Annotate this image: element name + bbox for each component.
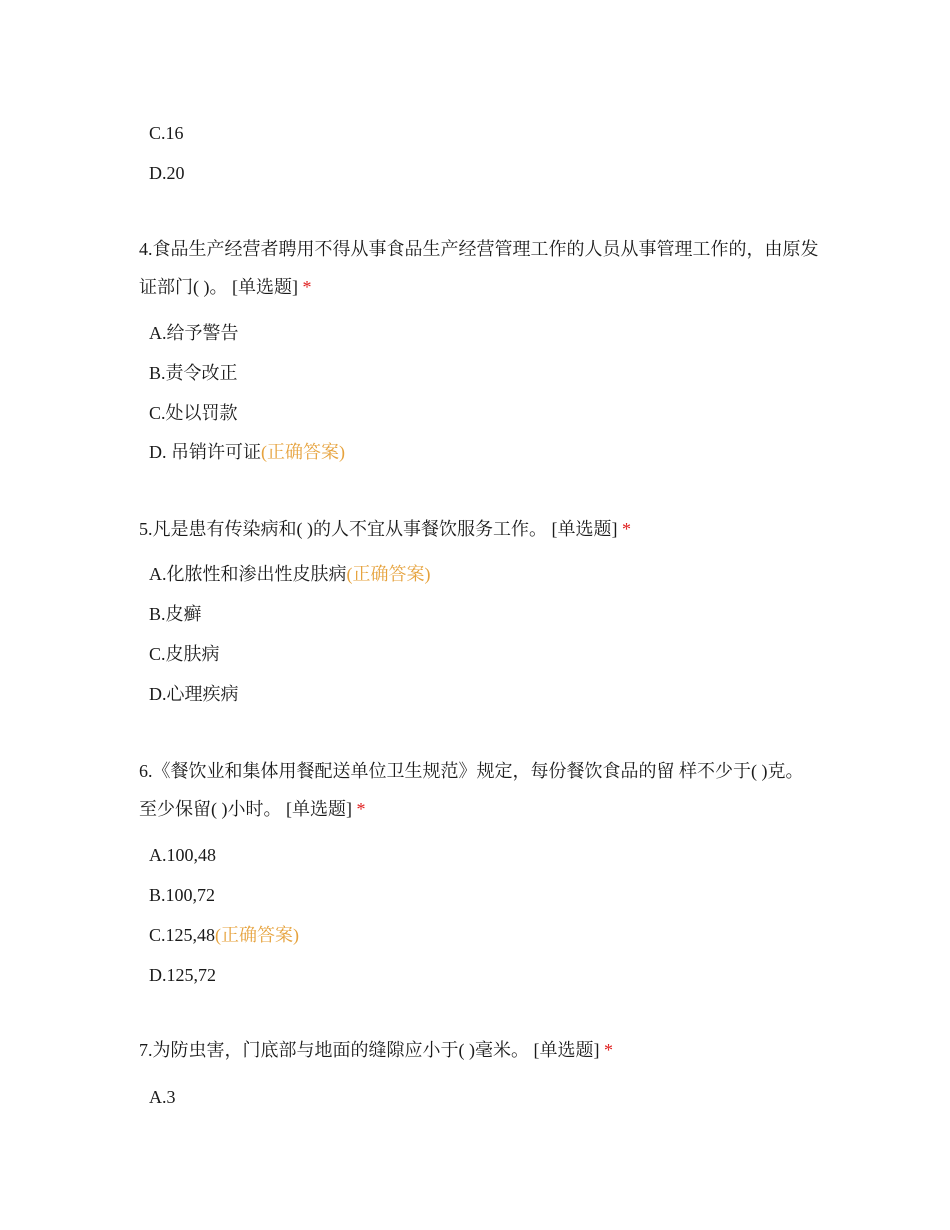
correct-answer-label: (正确答案) (346, 564, 431, 584)
question-6-title (139, 752, 819, 828)
correct-answer-label: (正确答案) (215, 925, 300, 945)
option-text: B.责令改正 (149, 363, 238, 383)
option-prev-d[interactable] (149, 161, 185, 185)
option-text: C.125,48 (149, 925, 216, 945)
question-text: 7.为防虫害，门底部与地面的缝隙应小于( )毫米。 (139, 1040, 529, 1060)
question-type: [单选题] (551, 519, 618, 539)
option-6-b[interactable] (149, 883, 215, 907)
option-prev-c[interactable] (149, 121, 184, 145)
question-7-title (139, 1031, 819, 1069)
option-4-c[interactable] (149, 401, 238, 425)
question-4-title (139, 230, 819, 306)
option-text: A.100,48 (149, 845, 216, 865)
question-text: 6.《餐饮业和集体用餐配送单位卫生规范》规定，每份餐饮食品的留 样不少于( )克。至少保留( )小时。 (139, 761, 804, 819)
option-6-d[interactable] (149, 963, 216, 987)
correct-answer-label: (正确答案) (261, 442, 345, 462)
option-text: C.16 (149, 123, 184, 143)
question-type: [单选题] (533, 1040, 600, 1060)
option-text: A.给予警告 (149, 323, 239, 343)
option-5-d[interactable] (149, 682, 239, 706)
option-text: B.100,72 (149, 885, 216, 905)
option-7-a[interactable] (149, 1085, 176, 1109)
question-text: 4.食品生产经营者聘用不得从事食品生产经营管理工作的人员从事管理工作的，由原发证部门( )。 (139, 239, 819, 297)
option-text: D.125,72 (149, 965, 216, 985)
question-5-title (139, 510, 819, 548)
required-mark: * (622, 519, 631, 539)
option-text: A.3 (149, 1087, 176, 1107)
question-type: [单选题] (232, 277, 298, 297)
required-mark: * (604, 1040, 613, 1060)
required-mark: * (356, 799, 366, 819)
option-5-c[interactable] (149, 642, 220, 666)
option-text: A.化脓性和渗出性皮肤病 (149, 564, 347, 584)
option-5-b[interactable] (149, 602, 202, 626)
option-4-d[interactable] (149, 440, 345, 464)
option-6-c[interactable] (149, 923, 299, 947)
question-type: [单选题] (286, 799, 352, 819)
option-text: D. 吊销许可证 (149, 442, 261, 462)
option-4-b[interactable] (149, 361, 238, 385)
option-text: C.处以罚款 (149, 403, 238, 423)
option-5-a[interactable] (149, 562, 431, 586)
option-6-a[interactable] (149, 843, 216, 867)
option-text: B.皮癣 (149, 604, 202, 624)
option-text: C.皮肤病 (149, 644, 220, 664)
required-mark: * (302, 277, 312, 297)
question-text: 5.凡是患有传染病和( )的人不宜从事餐饮服务工作。 (139, 519, 547, 539)
option-text: D.20 (149, 163, 185, 183)
option-text: D.心理疾病 (149, 684, 239, 704)
option-4-a[interactable] (149, 321, 239, 345)
